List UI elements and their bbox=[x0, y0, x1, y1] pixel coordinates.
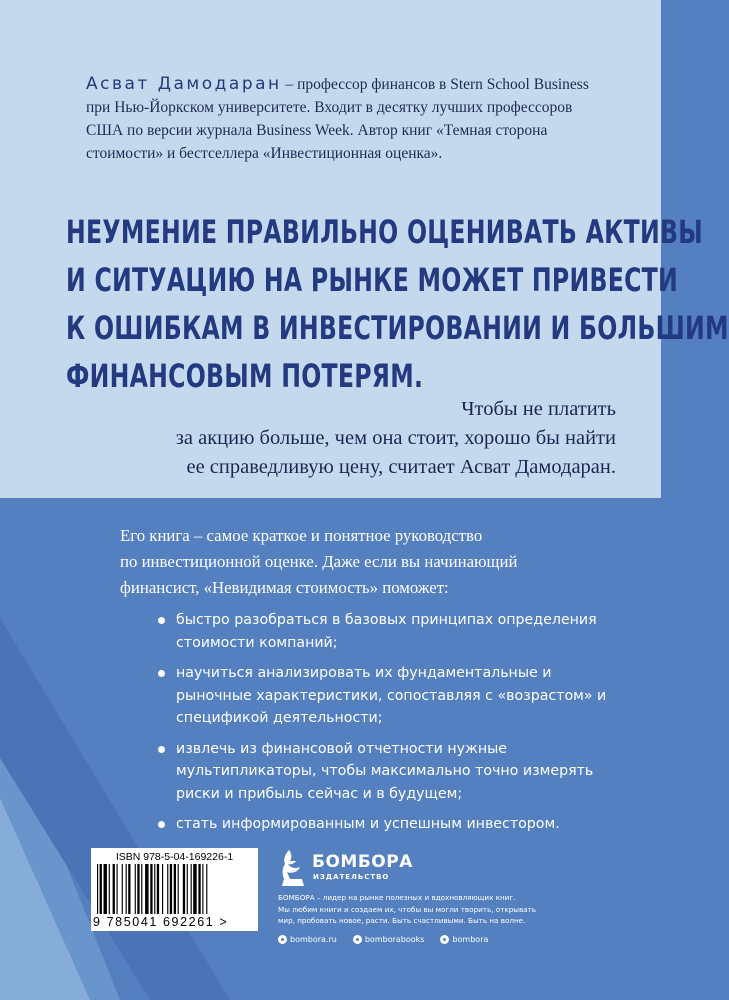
publisher-subtitle: ИЗДАТЕЛЬСТВО bbox=[313, 873, 390, 881]
intro-line-1: Его книга – самое краткое и понятное руководство bbox=[120, 526, 483, 545]
vk-icon bbox=[353, 935, 362, 944]
isbn-text: ISBN 978-5-04-169226-1 bbox=[115, 851, 234, 863]
social-vk-label: bomborabooks bbox=[364, 934, 425, 944]
publisher-desc-line-2: Мы любим книги и создаем их, чтобы вы могли творить, открывать bbox=[278, 904, 537, 914]
bullet-icon bbox=[158, 670, 165, 677]
list-item bbox=[152, 662, 612, 730]
list-item-text: извлечь из финансовой отчетности нужные мультипликаторы, чтобы максимально точно измерять риски и прибыль сейчас и в будущем; bbox=[176, 740, 594, 802]
list-item bbox=[152, 609, 612, 654]
list-item-text: научиться анализировать их фундаментальные и рыночные характеристики, сопоставляя с «возрастом» и спецификой деятельности; bbox=[176, 665, 607, 726]
publisher-desc-line-3: мир, пробовать новое, расти. Быть счастливыми. Быть на волне. bbox=[278, 916, 526, 925]
headline-line-2: И СИТУАЦИЮ НА РЫНКЕ МОЖЕТ ПРИВЕСТИ bbox=[66, 261, 679, 299]
publisher-name: БОМБОРА bbox=[312, 852, 413, 872]
telegram-icon bbox=[440, 935, 449, 944]
author-bio-text: – профессор финансов в Stern School Business при Нью-Йоркском университете. Входит в десятку лучших профессоров США по версии журнала Business Week. Автор книг «Темная сторона стоимости» и бестселлера «Инвестиционная оценка». bbox=[86, 76, 589, 162]
headline bbox=[66, 208, 729, 400]
author-name: Асват Дамодаран bbox=[86, 74, 282, 94]
social-website-label: bombora.ru bbox=[290, 934, 337, 944]
publisher-socials bbox=[278, 935, 578, 944]
social-telegram[interactable] bbox=[440, 935, 488, 944]
list-item bbox=[152, 813, 612, 836]
publisher-logo bbox=[278, 848, 578, 890]
quote-line-3: ее справедливую цену, считает Асват Дамодаран. bbox=[186, 456, 616, 478]
intro-line-2: по инвестиционной оценке. Даже если вы начинающий bbox=[120, 552, 518, 571]
bullet-icon bbox=[158, 746, 165, 753]
headline-line-3: К ОШИБКАМ В ИНВЕСТИРОВАНИИ И БОЛЬШИМ bbox=[66, 309, 729, 347]
barcode-box bbox=[91, 848, 258, 931]
intro-text bbox=[120, 523, 620, 601]
publisher-desc-line-1: БОМБОРА – лидер на рынке полезных и вдохновляющих книг. bbox=[278, 893, 516, 902]
list-item bbox=[152, 738, 612, 806]
bombora-logo-icon bbox=[280, 848, 310, 888]
quote-line-1: Чтобы не платить bbox=[461, 398, 616, 420]
social-telegram-label: bombora bbox=[452, 934, 489, 944]
barcode-icon bbox=[95, 864, 254, 916]
barcode-digits: 9 785041 692261 > bbox=[93, 915, 229, 929]
social-website[interactable] bbox=[278, 935, 337, 944]
list-item-text: быстро разобраться в базовых принципах определения стоимости компаний; bbox=[176, 612, 597, 651]
bullet-icon bbox=[158, 617, 165, 624]
social-vk[interactable] bbox=[353, 935, 425, 944]
publisher-block bbox=[278, 848, 578, 944]
author-bio bbox=[86, 73, 606, 165]
intro-line-3: финансист, «Невидимая стоимость» поможет: bbox=[120, 578, 449, 597]
bullet-icon bbox=[158, 821, 165, 828]
headline-line-1: НЕУМЕНИЕ ПРАВИЛЬНО ОЦЕНИВАТЬ АКТИВЫ bbox=[66, 213, 703, 251]
publisher-description bbox=[278, 892, 578, 927]
quote bbox=[60, 395, 616, 482]
list-item-text: стать информированным и успешным инвестором. bbox=[176, 816, 560, 832]
headline-line-4: ФИНАНСОВЫМ ПОТЕРЯМ. bbox=[66, 357, 424, 395]
quote-line-2: за акцию больше, чем она стоит, хорошо бы найти bbox=[175, 427, 616, 449]
benefits-list bbox=[152, 609, 612, 844]
globe-icon bbox=[278, 935, 287, 944]
